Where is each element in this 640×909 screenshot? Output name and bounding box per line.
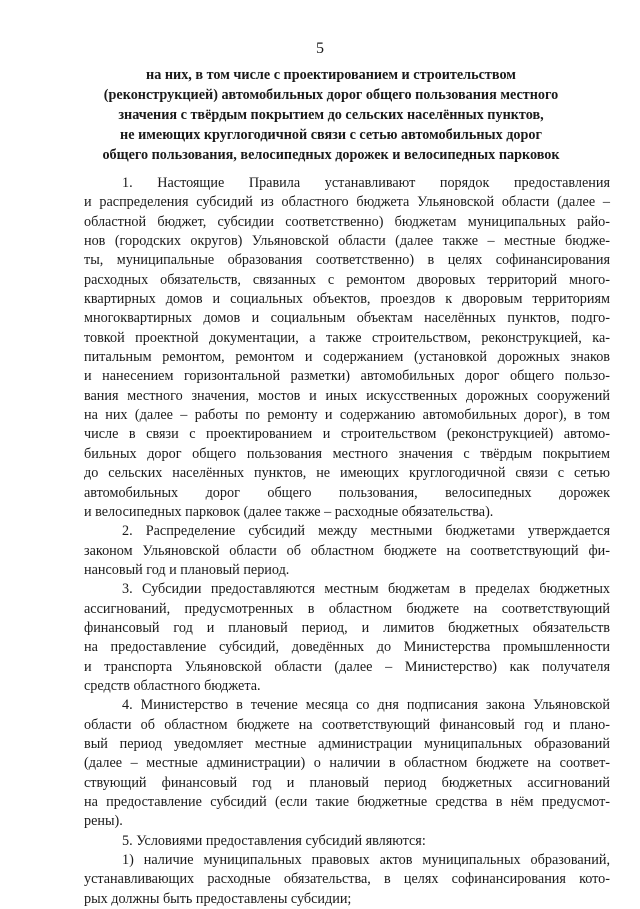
- paragraph-line: 4. Министерство в течение месяца со дня подписания закона Ульяновской: [122, 697, 610, 714]
- paragraph-line: товкой проектной документации, а также строительством, реконструкцией, ка-: [84, 329, 610, 346]
- paragraph-line: 3. Субсидии предоставляются местным бюджетам в пределах бюджетных: [122, 581, 610, 598]
- paragraph-line: до сельских населённых пунктов, не имеющих круглогодичной связи с сетью: [84, 465, 610, 482]
- paragraph-line: (далее – местные администрации) о наличии в областном бюджете на соответ-: [84, 755, 610, 772]
- paragraph-line: нансовый год и плановый период.: [84, 561, 290, 578]
- page-number: 5: [316, 40, 324, 57]
- paragraph-line: рых должны быть предоставлены субсидии;: [84, 890, 352, 907]
- paragraph-line: на них (далее – работы по ремонту и содержанию автомобильных дорог), в том: [84, 407, 610, 424]
- paragraph-line: 5. Условиями предоставления субсидий являются:: [122, 832, 426, 849]
- paragraph: [84, 522, 610, 580]
- paragraph-line: питальным ремонтом, ремонтом и содержанием (установкой дорожных знаков: [84, 349, 610, 366]
- paragraph-line: финансовый год и плановый период, и лимитов бюджетных обязательств: [84, 619, 610, 636]
- paragraph-line: 1) наличие муниципальных правовых актов муниципальных образований,: [122, 852, 610, 869]
- paragraph-line: ствующий финансовый год и плановый период бюджетных ассигнований: [84, 774, 610, 791]
- paragraph-line: средств областного бюджета.: [84, 677, 261, 694]
- paragraph-line: квартирных домов и социальных объектов, проездов к дворовым территориям: [84, 291, 610, 308]
- paragraph-line: числе в связи с проектированием и строительством (реконструкцией) автомо-: [84, 426, 610, 443]
- paragraph-line: ты, муниципальные образования соответственно) в целях софинансирования: [84, 252, 610, 269]
- heading-line: общего пользования, велосипедных дорожек и велосипедных парковок: [102, 147, 560, 163]
- paragraph-line: и транспорта Ульяновской области (далее – Министерство) как получателя: [84, 658, 610, 675]
- paragraph-line: бильных дорог общего пользования местного значения с твёрдым покрытием: [84, 445, 610, 462]
- paragraph-line: на предоставление субсидий, доведённых до Министерства промышленности: [84, 639, 610, 656]
- paragraph-line: 1. Настоящие Правила устанавливают порядок предоставления: [122, 175, 610, 191]
- heading-line: (реконструкцией) автомобильных дорог общего пользования местного: [103, 87, 559, 103]
- paragraph-line: ассигнований, предусмотренных в областном бюджете на соответствующий: [84, 600, 610, 617]
- paragraph: [84, 580, 610, 696]
- paragraph-line: области об областном бюджете на соответствующий финансовый год и плано-: [84, 716, 610, 733]
- paragraph: [84, 851, 610, 909]
- paragraph: [84, 832, 610, 851]
- heading-line: значения с твёрдым покрытием до сельских населённых пунктов,: [118, 107, 544, 123]
- paragraph-line: рены).: [84, 813, 123, 830]
- paragraph-line: расходных обязательств, связанных с ремонтом дворовых территорий много-: [84, 271, 610, 288]
- paragraph-line: и велосипедных парковок (далее также – расходные обязательства).: [84, 503, 494, 520]
- paragraph: [84, 696, 610, 831]
- document-body: [84, 174, 610, 909]
- paragraph-line: и распределения субсидий из областного бюджета Ульяновской области (далее –: [84, 194, 610, 211]
- section-heading: [70, 65, 592, 165]
- paragraph-line: вый период уведомляет местные администрации муниципальных образований: [84, 735, 610, 752]
- paragraph-line: законом Ульяновской области об областном бюджете на соответствующий фи-: [84, 542, 610, 559]
- paragraph-line: областной бюджет, субсидии соответственно) бюджетам муниципальных райо-: [84, 213, 610, 230]
- paragraph-line: на предоставление субсидий (если такие бюджетные средства в нём предусмот-: [84, 794, 610, 810]
- paragraph: [84, 174, 610, 522]
- paragraph-line: 2. Распределение субсидий между местными бюджетами утверждается: [122, 523, 610, 540]
- paragraph-line: автомобильных дорог общего пользования, велосипедных дорожек: [84, 484, 610, 501]
- paragraph-line: многоквартирных домов и социальным объектам населённых пунктов, подго-: [84, 310, 610, 327]
- paragraph-line: вания местного значения, мостов и иных искусственных дорожных сооружений: [84, 387, 610, 404]
- paragraph-line: и нанесением горизонтальной разметки) автомобильных дорог общего пользо-: [84, 368, 610, 385]
- paragraph-line: нов (городских округов) Ульяновской области (далее также – местные бюдже-: [84, 233, 610, 250]
- heading-line: на них, в том числе с проектированием и строительством: [146, 67, 516, 83]
- paragraph-line: устанавливающих расходные обязательства, в целях софинансирования кото-: [84, 871, 610, 888]
- heading-line: не имеющих круглогодичной связи с сетью автомобильных дорог: [120, 127, 542, 143]
